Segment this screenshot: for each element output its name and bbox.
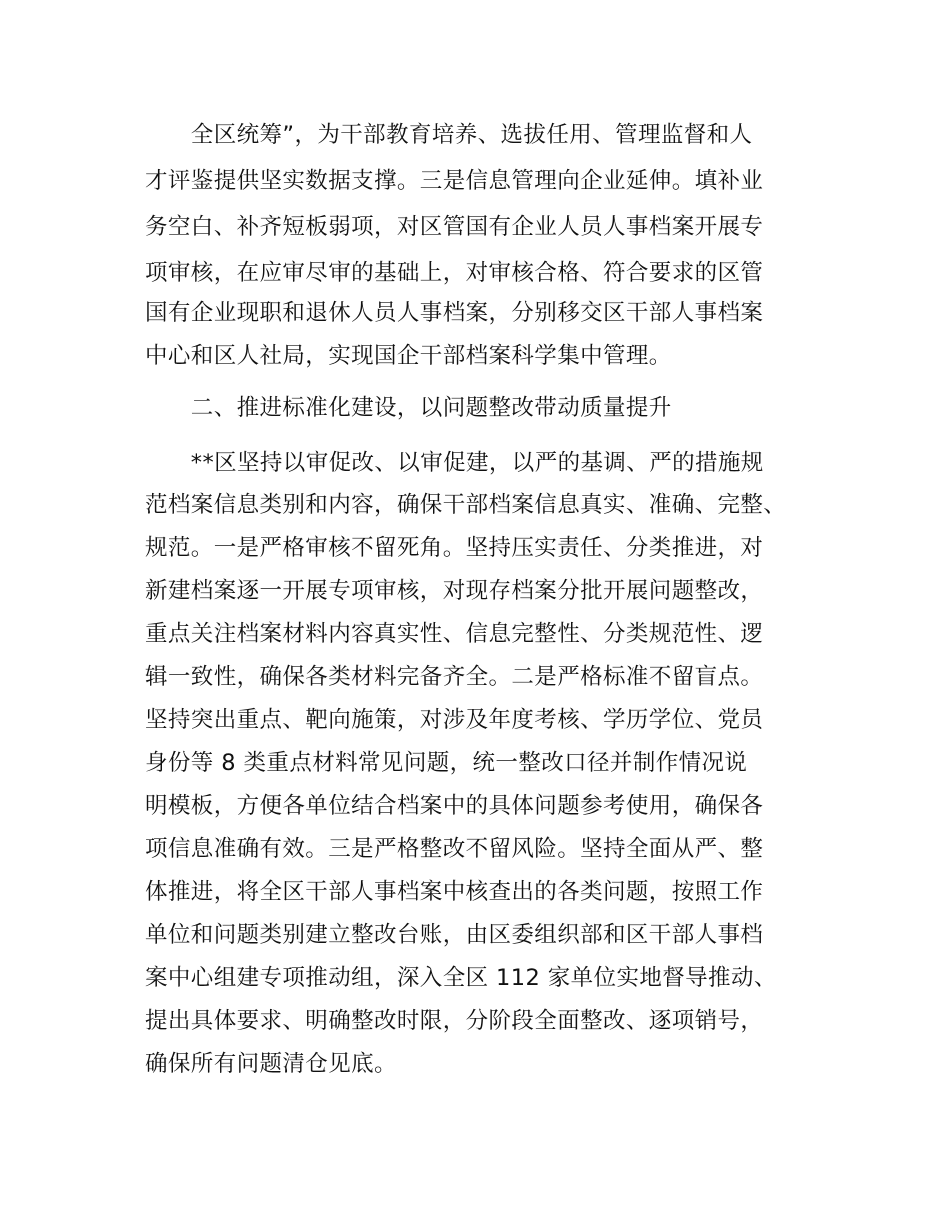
paragraph-2-line-3: 规范。一是严格审核不留死角。坚持压实责任、分类推进，对 xyxy=(145,535,764,561)
paragraph-1-line-2: 才评鉴提供坚实数据支撑。三是信息管理向企业延伸。填补业 xyxy=(145,168,764,194)
paragraph-2-line-1: **区坚持以审促改、以审促建，以严的基调、严的措施规 xyxy=(145,450,764,476)
paragraph-2-line-10: 项信息准确有效。三是严格整改不留风险。坚持全面从严、整 xyxy=(145,836,764,862)
paragraph-1-line-3: 务空白、补齐短板弱项，对区管国有企业人员人事档案开展专 xyxy=(145,214,764,240)
paragraph-2-line-9: 明模板，方便各单位结合档案中的具体问题参考使用，确保各 xyxy=(145,793,764,819)
paragraph-2-line-8: 身份等 8 类重点材料常见问题，统一整改口径并制作情况说 xyxy=(145,750,748,776)
paragraph-2-line-12: 单位和问题类别建立整改台账，由区委组织部和区干部人事档 xyxy=(145,922,764,948)
paragraph-1-line-6: 中心和区人社局，实现国企干部档案科学集中管理。 xyxy=(145,343,672,369)
paragraph-1-line-1: 全区统筹”，为干部教育培养、选拔任用、管理监督和人 xyxy=(145,122,753,148)
paragraph-2-line-4: 新建档案逐一开展专项审核，对现存档案分批开展问题整改， xyxy=(145,578,764,604)
paragraph-1-line-5: 国有企业现职和退休人员人事档案，分别移交区干部人事档案 xyxy=(145,300,764,326)
paragraph-2-line-14: 提出具体要求、明确整改时限，分阶段全面整改、逐项销号， xyxy=(145,1008,764,1034)
section-heading: 二、推进标准化建设，以问题整改带动质量提升 xyxy=(145,395,672,421)
paragraph-2-line-13: 案中心组建专项推动组，深入全区 112 家单位实地督导推动、 xyxy=(145,965,777,991)
paragraph-2-line-11: 体推进，将全区干部人事档案中核查出的各类问题，按照工作 xyxy=(145,879,764,905)
paragraph-2-line-2: 范档案信息类别和内容，确保干部档案信息真实、准确、完整、 xyxy=(145,492,787,518)
paragraph-2-line-7: 坚持突出重点、靶向施策，对涉及年度考核、学历学位、党员 xyxy=(145,707,764,733)
paragraph-2-line-15: 确保所有问题清仓见底。 xyxy=(145,1051,397,1077)
paragraph-2-line-5: 重点关注档案材料内容真实性、信息完整性、分类规范性、逻 xyxy=(145,621,764,647)
paragraph-1-line-4: 项审核，在应审尽审的基础上，对审核合格、符合要求的区管 xyxy=(145,260,764,286)
paragraph-2-line-6: 辑一致性，确保各类材料完备齐全。二是严格标准不留盲点。 xyxy=(145,664,764,690)
